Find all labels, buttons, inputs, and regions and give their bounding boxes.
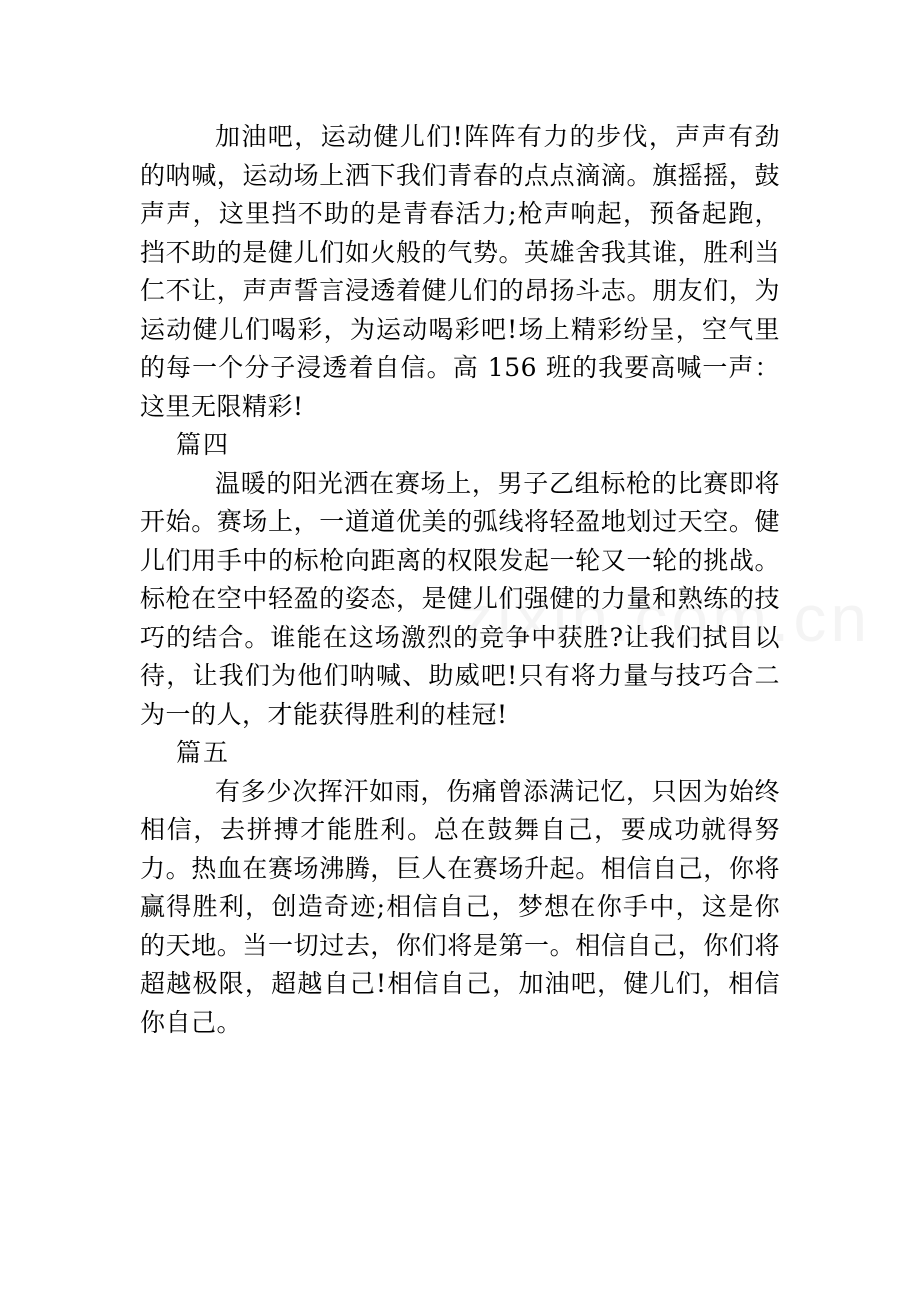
document-body xyxy=(140,118,780,1042)
section-heading-5: 篇五 xyxy=(176,738,231,767)
paragraph-javelin: 温暖的阳光洒在赛场上，男子乙组标枪的比赛即将开始。赛场上，一道道优美的弧线将轻盈地划过天空。健儿们用手中的标枪向距离的权限发起一轮又一轮的挑战。标枪在空中轻盈的姿态，是健儿们强健的力量和熟练的技巧的结合。谁能在这场激烈的竞争中获胜?让我们拭目以待，让我们为他们呐喊、助威吧!只有将力量与技巧合二为一的人，才能获得胜利的桂冠! xyxy=(140,468,780,729)
paragraph-cheer: 加油吧，运动健儿们!阵阵有力的步伐，声声有劲的呐喊，运动场上洒下我们青春的点点滴滴。旗摇摇，鼓声声，这里挡不助的是青春活力;枪声响起，预备起跑，挡不助的是健儿们如火般的气势。英雄舍我其谁，胜利当仁不让，声声誓言浸透着健儿们的昂扬斗志。朋友们，为运动健儿们喝彩，为运动喝彩吧!场上精彩纷呈，空气里的每一个分子浸透着自信。高 156 班的我要高喊一声：这里无限精彩! xyxy=(140,122,780,421)
section-heading-4: 篇四 xyxy=(176,430,231,459)
paragraph-believe: 有多少次挥汗如雨，伤痛曾添满记忆，只因为始终相信，去拼搏才能胜利。总在鼓舞自己，要成功就得努力。热血在赛场沸腾，巨人在赛场升起。相信自己，你将赢得胜利，创造奇迹;相信自己，梦想在你手中，这是你的天地。当一切过去，你们将是第一。相信自己，你们将超越极限，超越自己!相信自己，加油吧，健儿们，相信你自己。 xyxy=(140,776,780,1037)
